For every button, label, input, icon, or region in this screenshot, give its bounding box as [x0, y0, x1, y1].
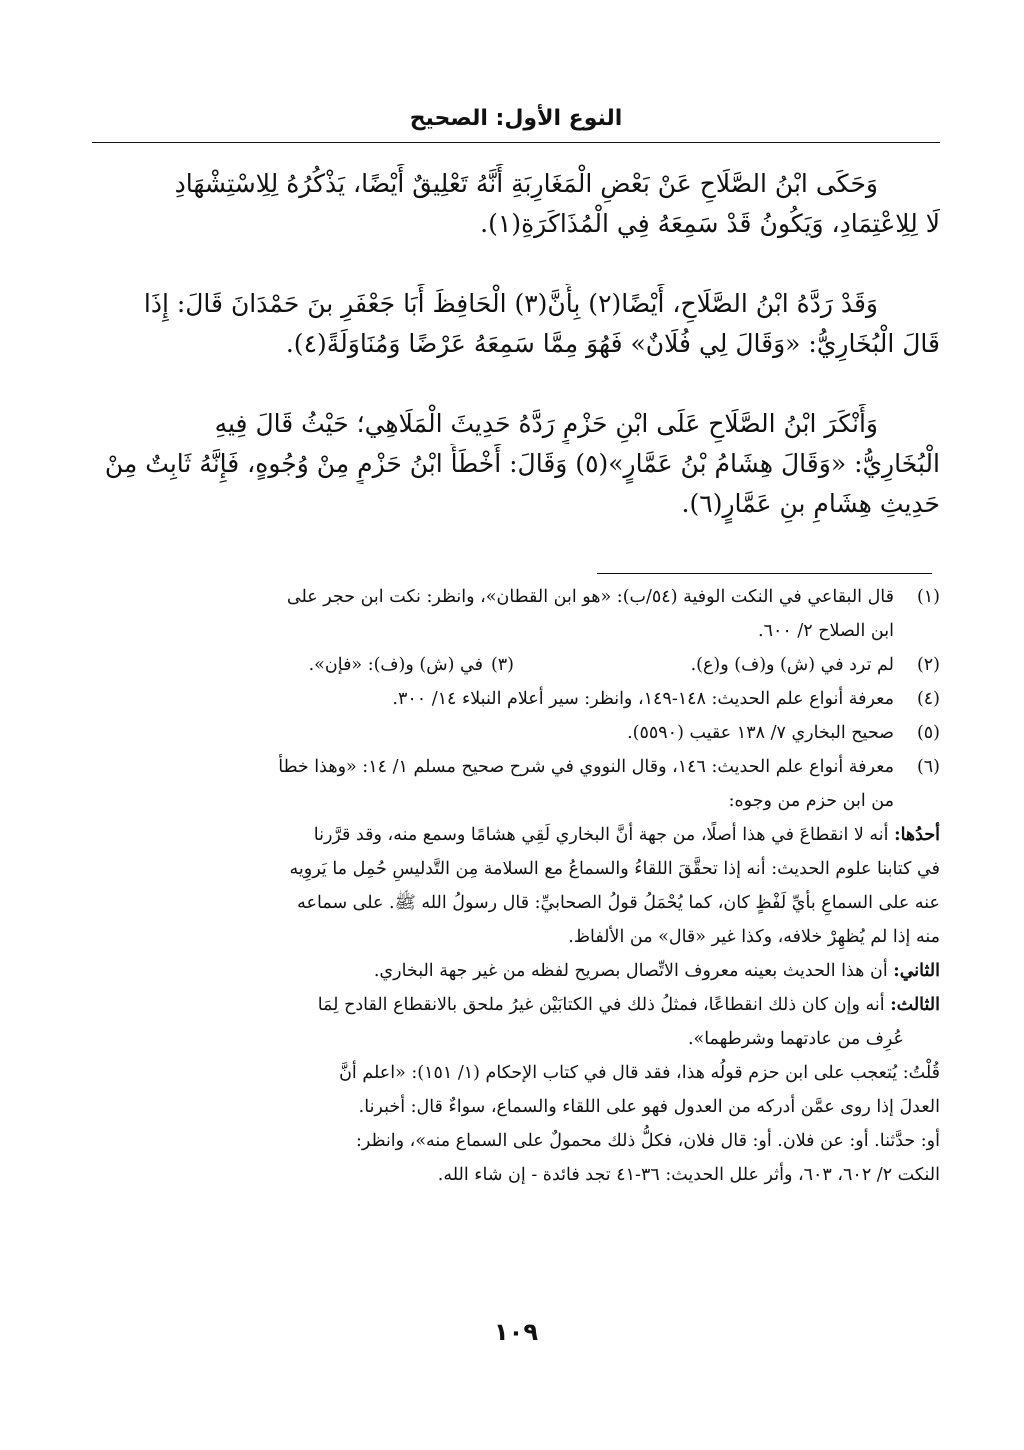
- footnote-text: معرفة أنواع علم الحديث: ١٤٦، وقال النووي في شرح صحيح مسلم ١/ ١٤: «وهذا خطأ: [278, 757, 894, 777]
- footnote-5: [92, 716, 940, 750]
- running-header: النوع الأول: الصحيح: [409, 106, 623, 131]
- paragraph-line: قَالَ الْبُخَارِيُّ: «وَقَالَ لِي فُلَانٌ» فَهُوَ مِمَّا سَمِعَهُ عَرْضًا وَمُنَاوَلَةً(٤).: [285, 329, 940, 358]
- paragraph-line: وَقَدْ رَدَّهُ ابْنُ الصَّلَاحِ، أَيْضًا(٢) بِأَنَّ(٣) الْحَافِظَ أَبَا جَعْفَرِ بنَ حَمْدَانَ قَالَ: إِذَا: [143, 289, 878, 318]
- paragraph-line: وَحَكَى ابْنُ الصَّلَاحِ عَنْ بَعْضِ الْمَغَارِبَةِ أَنَّهُ تَعْلِيقٌ أَيْضًا، يَذْكُرُهُ لِلِاسْتِشْهَادِ: [174, 169, 878, 198]
- footnote-text: عُرِف من عادتهما وشرطهما».: [687, 1029, 904, 1049]
- point-label: الثاني:: [893, 961, 940, 981]
- footnote-text: في كتابنا علوم الحديث: أنه إذا تحقَّقَ اللقاءُ والسماعُ مع السلامة مِن التَّدليسِ حُمِل ما يَروِيه: [289, 859, 940, 879]
- paragraph-line: لَا لِلِاعْتِمَادِ، وَيَكُونُ قَدْ سَمِعَهُ فِي الْمُذَاكَرَةِ(١).: [480, 209, 940, 238]
- footnote-2-3: [92, 648, 940, 682]
- paragraph-line: الْبُخَارِيُّ: «وَقَالَ هِشَامُ بْنُ عَمَّارٍ»(٥) وَقَالَ: أَخْطَأَ ابْنُ حَزْمٍ مِنْ وُجُوهٍ، فَإِنَّهُ ثَابِتٌ مِنْ: [104, 449, 940, 478]
- footnote-number: (٢): [916, 655, 940, 675]
- footnote-number: (١): [916, 587, 940, 607]
- footnote-text: أن هذا الحديث بعينه معروف الاتِّصال بصريح لفظه من غير جهة البخاري.: [373, 961, 888, 981]
- paragraph-2: [92, 284, 940, 364]
- footnote-number: (٥): [916, 723, 940, 743]
- footnote-point-4: [92, 1056, 940, 1090]
- header-rule: [92, 142, 940, 143]
- point-label: قُلْتُ:: [902, 1063, 940, 1083]
- footnote-point-2: [92, 954, 940, 988]
- footnote-4: [92, 682, 940, 716]
- footnote-1: [92, 580, 940, 614]
- footnote-text: أو: حدَّثنا. أو: عن فلان. أو: قال فلان، فكلُّ ذلك محمولٌ على السماع منه»، وانظر:: [356, 1131, 940, 1151]
- paragraph-line: وَأَنْكَرَ ابْنُ الصَّلَاحِ عَلَى ابْنِ حَزْمٍ رَدَّهُ حَدِيثَ الْمَلَاهِي؛ حَيْثُ قَالَ فِيهِ: [214, 409, 878, 438]
- footnote-text: قال البقاعي في النكت الوفية (٥٤/ب): «هو ابن القطان»، وانظر: نكت ابن حجر على: [286, 587, 894, 607]
- footnote-pair: [92, 648, 894, 682]
- footnote-text: ابن الصلاح ٢/ ٦٠٠.: [758, 621, 894, 641]
- footnote-number: (٦): [916, 757, 940, 777]
- footnote-point-1: [92, 818, 940, 852]
- footnote-text: العدلَ إذا روى عمَّن أدركه من العدول فهو على اللقاء والسماع، سواءٌ قال: أخبرنا.: [358, 1097, 940, 1117]
- paragraph-3: [92, 404, 940, 524]
- footnotes: [92, 580, 940, 1192]
- page-number: ١٠٩: [494, 1318, 538, 1346]
- footnote-separator: [597, 573, 932, 574]
- footnote-text: صحيح البخاري ٧/ ١٣٨ عقيب (٥٥٩٠).: [627, 723, 894, 743]
- footnote-text: في (ش) و(ف): «فإن».: [308, 655, 483, 675]
- point-label: أحدُها:: [894, 825, 940, 845]
- footnote-point-3: [92, 988, 940, 1022]
- footnote-text: أنه وإن كان ذلك انقطاعًا، فمثلُ ذلك في الكتابَيْن غيرُ ملحق بالانقطاع القادح لِمَا: [317, 995, 885, 1015]
- footnote-number: (٤): [916, 689, 940, 709]
- point-label: الثالث:: [890, 995, 940, 1015]
- footnote-6: [92, 750, 940, 784]
- footnote-number: (٣): [490, 655, 514, 675]
- footnote-text: لم ترد في (ش) و(ف) و(ع).: [690, 655, 894, 675]
- footnote-text: يُتعجب على ابن حزم قولُه هذا، فقد قال في كتاب الإحكام (١/ ١٥١): «اعلم أنَّ: [339, 1063, 898, 1083]
- footnote-text: عنه على السماعِ بأيِّ لَفْظٍ كان، كما يُحْمَلُ قولُ الصحابيِّ: قال رسولُ الله ﷺ. على سماعه: [297, 893, 940, 913]
- paragraph-line: حَدِيثِ هِشَامِ بنِ عَمَّارٍ(٦).: [681, 489, 940, 518]
- footnote-text: معرفة أنواع علم الحديث: ١٤٨-١٤٩، وانظر: سير أعلام النبلاء ١٤/ ٣٠٠.: [392, 689, 894, 709]
- footnote-text: النكت ٢/ ٦٠٢، ٦٠٣، وأثر علل الحديث: ٣٦-٤١ تجد فائدة - إن شاء الله.: [437, 1165, 940, 1185]
- paragraph-1: [92, 164, 940, 244]
- footnote-text: من ابن حزم من وجوه:: [728, 791, 894, 811]
- footnote-text: أنه لا انقطاعَ في هذا أصلًا، من جهة أنَّ البخاري لَقِي هشامًا وسمع منه، وقد قرَّرنا: [313, 825, 889, 845]
- footnote-text: منه إذا لم يُظهِرْ خلافه، وكذا غير «قال» من الألفاظ.: [568, 927, 940, 947]
